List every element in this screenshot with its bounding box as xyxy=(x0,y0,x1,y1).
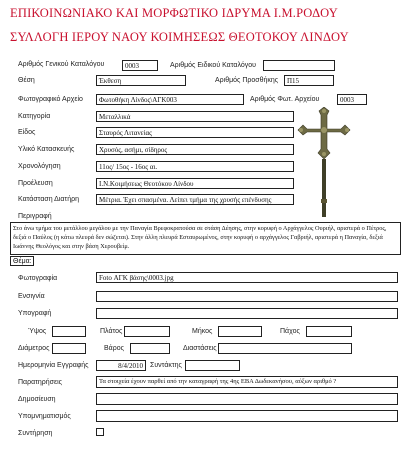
photo-label: Φωτογραφία xyxy=(18,275,58,282)
acquisition-field[interactable]: Π15 xyxy=(284,75,334,86)
description-label: Περιγραφή xyxy=(18,213,52,220)
header-subtitle: ΣΥΛΛΟΓΗ ΙΕΡΟΥ ΝΑΟΥ ΚΟΙΜΗΣΕΩΣ ΘΕΟΤΟΚΟΥ ΛΙΝΔΟΥ xyxy=(10,30,349,44)
special-number-field[interactable] xyxy=(263,60,335,71)
photo-field[interactable]: Foto ΑΓΚ βάσης\0003.jpg xyxy=(96,272,398,283)
thickness-field[interactable] xyxy=(306,326,352,337)
condition-label: Κατάσταση Διατήρη xyxy=(18,196,79,203)
note-field[interactable] xyxy=(96,410,398,422)
conservation-checkbox[interactable] xyxy=(96,428,104,436)
signature-field[interactable] xyxy=(96,308,398,319)
provenance-label: Προέλευση xyxy=(18,180,53,187)
dating-field[interactable]: 11ος/ 15ος - 16ος αι. xyxy=(96,161,294,172)
provenance-field[interactable]: Ι.Ν.Κοιμήσεως Θεοτόκου Λίνδου xyxy=(96,178,294,189)
note-label: Υπομνηματισμός xyxy=(18,413,71,420)
type-field[interactable]: Σταυρός Λιτανείας xyxy=(96,127,294,138)
general-number-label: Αριθμός Γενικού Καταλόγου xyxy=(18,61,105,68)
remarks-label: Παρατηρήσεις xyxy=(18,379,63,386)
inscription-label: Ενσιγνία xyxy=(18,293,45,300)
category-label: Κατηγορία xyxy=(18,113,51,120)
weight-field[interactable] xyxy=(130,343,170,354)
general-number-field[interactable]: 0003 xyxy=(122,60,158,71)
acquisition-label: Αριθμός Προσθήκης xyxy=(215,77,279,84)
height-field[interactable] xyxy=(52,326,86,337)
position-label: Θέση xyxy=(18,77,35,84)
conservation-label: Συντήρηση xyxy=(18,430,53,437)
width-field[interactable] xyxy=(124,326,170,337)
theme-label: Θέμα: xyxy=(10,256,34,266)
dating-label: Χρονολόγηση xyxy=(18,163,61,170)
editor-field[interactable] xyxy=(185,360,240,371)
processional-cross-image xyxy=(297,107,351,217)
material-field[interactable]: Χρυσός, ασήμι, σίδηρος xyxy=(96,144,294,155)
width-label: Πλάτος xyxy=(100,328,123,335)
weight-label: Βάρος xyxy=(104,345,124,352)
inscription-field[interactable] xyxy=(96,291,398,302)
length-label: Μήκος xyxy=(192,328,213,335)
dimensions-label: Διαστάσεις xyxy=(183,345,217,352)
remarks-field[interactable]: Τα στοιχεία έχουν παρθεί από την καταγραφή της 4ης ΕΒΑ Δωδεκανήσου, αύξων αριθμό ? xyxy=(96,376,398,388)
editor-label: Συντάκτης xyxy=(150,362,182,369)
header-title: ΕΠΙΚΟΙΝΩΝΙΑΚΟ ΚΑΙ ΜΟΡΦΩΤΙΚΟ ΙΔΡΥΜΑ Ι.Μ.ΡΟΔΟΥ xyxy=(10,6,339,20)
photo-archive-number-label: Αριθμός Φωτ. Αρχείου xyxy=(250,96,320,103)
publication-field[interactable] xyxy=(96,393,398,405)
material-label: Υλικό Κατασκευής xyxy=(18,146,75,153)
thickness-label: Πάχος xyxy=(280,328,300,335)
entry-date-label: Ημερομηνία Εγγραφής xyxy=(18,362,89,369)
photo-archive-field[interactable]: Φωτοθήκη Λίνδος\ΑΓΚ003 xyxy=(96,94,244,105)
description-field[interactable]: Στο άνω τμήμα του μετάλλου μεγάλου με την Παναγία Βρεφοκρατούσα σε στάση Δέησης, στην κορυφή ο Αρχάγγελος Ουριήλ, αριστερά ο Πέτρος, δεξιά ο Παύλος (η κάτω πλευρά δεν σώζεται). Στην άλλη πλευρά Εσταυρωμένος, στην κορυφή ο αρχάγγελος Γαβριήλ, αριστερά η Παναγία, δεξιά Ιωάννης Θεολόγος και στην βάση Χερουβείμ. xyxy=(10,222,401,255)
photo-archive-number-field[interactable]: 0003 xyxy=(337,94,367,105)
height-label: Ύψος xyxy=(28,328,47,335)
entry-date-field[interactable]: 8/4/2010 xyxy=(96,360,146,371)
publication-label: Δημοσίευση xyxy=(18,396,56,403)
length-field[interactable] xyxy=(218,326,262,337)
type-label: Είδος xyxy=(18,129,36,136)
diameter-label: Διάμετρος xyxy=(18,345,50,352)
special-number-label: Αριθμός Ειδικού Καταλόγου xyxy=(170,62,256,69)
condition-field[interactable]: Μέτρια. Έχει σπασμένα. Λείπει τμήμα της χρυσής επένδυσης xyxy=(96,194,294,205)
signature-label: Υπογραφή xyxy=(18,310,52,317)
position-field[interactable]: Έκθεση xyxy=(96,75,186,86)
dimensions-field[interactable] xyxy=(218,343,352,354)
photo-archive-label: Φωτογραφικό Αρχείο xyxy=(18,96,83,103)
category-field[interactable]: Μεταλλικά xyxy=(96,111,294,122)
diameter-field[interactable] xyxy=(52,343,86,354)
